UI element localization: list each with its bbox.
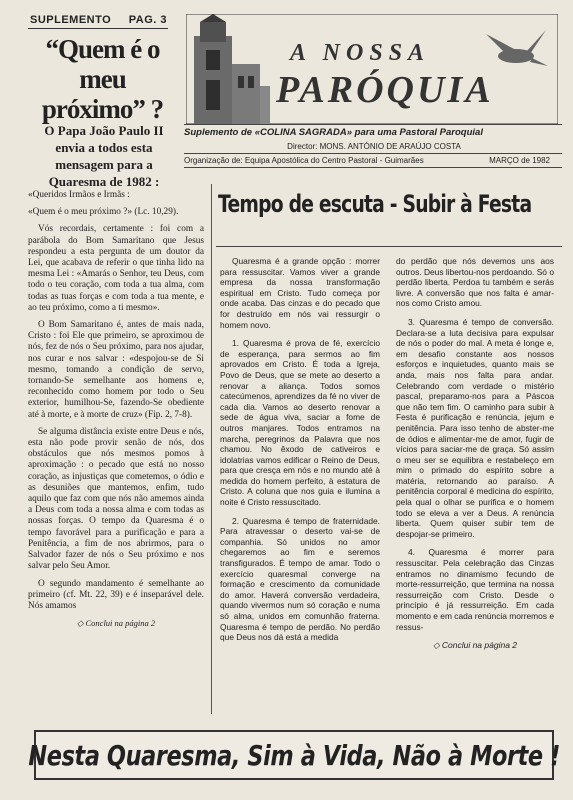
left-article-subtitle: O Papa João Paulo II envia a todos esta mensagem para a Quaresma de 1982 : [44, 123, 164, 189]
diamond-icon: ◇ [76, 618, 86, 629]
continuation-note: ◇ Conclui na página 2 [76, 618, 156, 629]
masthead-organization: Organização de: Equipa Apostólica do Centro Pastoral - Guimarães [184, 156, 424, 165]
paragraph: «Queridos Irmãos e Irmãs : [28, 190, 130, 200]
paragraph: 2. Quaresma é tempo de fraternidade. Para atravessar o deserto vai-se de companhia. Só unidos no amor chegaremos ao fim e seremos transfigurados. É tempo de amar. Todo o exercício quaresmal converge na formação e crescimento da comunidade do amor. Haverá conversão verdadeira, quando vivermos num só coração e numa só alma, unidos em comunhão fraterna. Quaresma é tempo de perdão. No perdão que Deus nos dá está a medida [220, 515, 380, 643]
diamond-icon: ◇ [432, 640, 442, 651]
paragraph: Se alguma distância existe entre Deus e nós, esta não pode provir senão de nós, dos obstáculos que nós mesmos pomos à aproximação : o pecado que está no nosso coração, as injustiças que cometemos, o ódio e as desuniões que mantemos, enfim, tudo aquilo que faz com que nós não amemos ainda a Deus com toda a nossa alma e com todas as nossas forças. O tempo da Quaresma é o tempo favorável para a purificação e para a Penitência, a fim de nos abrirmos, para o Salvador fazer de nós o Seu próximo e nos salvar pelo Seu Amor. [28, 426, 204, 572]
article-column-right [396, 256, 554, 651]
column-separator [211, 184, 212, 714]
masthead-rule-bottom [184, 167, 562, 168]
paragraph: 3. Quaresma é tempo de conversão. Declara-se a luta decisiva para expulsar de nós o poder do mal. A meta é longe e, em desafio constante aos nossos esforços e inquietudes, quanto mais se anda, mais nos falta para andar. Celebrando com verdade o mistério pascal, preparamo-nos para a Páscoa que não tem fim. O caminho para subir à Festa é purificação e renúncia, jejum e penitência. Para isso tenho de abster-me de ódios e alimentar-me de amor, fugir de vícios para saciar-me de graça. Só assim o meu ser se equilibra e restabeleço em mim o primado do espírito sobre a matéria, retornando ao paraíso. A penitência corporal é medicina do espírito, pela qual o olhar se purifica e o homem todo se eleva a ver a Deus. A renúncia liberta. Quem quiser subir tem de despojar-se primeiro. [396, 316, 554, 539]
issue-date: MARÇO de 1982 [489, 156, 550, 165]
paragraph: 4. Quaresma é morrer para ressuscitar. Pela celebração das Cinzas entramos no dinamismo fecundo de morte-ressurreição, que termina na nossa ressurreição com Cristo. Desde o princípio é já ressurreição. Em cada momento e em cada renúncia morremos e ressus- [396, 547, 554, 632]
section-label: SUPLEMENTO [30, 14, 112, 26]
dove-icon [486, 30, 548, 66]
masthead-title-top: A NOSSA [290, 40, 431, 66]
masthead-rule-top [184, 124, 562, 125]
paragraph: 1. Quaresma é prova de fé, exercício de esperança, para sermos ao fim aprovados em Cristo. É toda a Igreja, Povo de Deus, que se mete ao deserto a renovar a aliança. Todos somos catecúmenos, aprendizes da fé no viver de cada dia. Vamos ao deserto renovar a sede de água viva, saciar a fome de outros manjares. Todos entramos na marcha, peregrinos da Palavra que nos chamou. No êxodo de cativeiros e idolatrias vamos edificar o Reino de Deus, para que cresça em nós e no mundo até à medida do homem perfeito, à estatura de Cristo. A coluna que nos guia e ilumina a noite é Cristo ressuscitado. [220, 338, 380, 508]
header-rule [28, 28, 168, 29]
masthead-org-line [184, 156, 564, 165]
paragraph: Vós recordais, certamente : foi com a parábola do Bom Samaritano que Jesus respondeu a esta pergunta de um doutor da Lei, que acabava de referir o que tinha lido na mesma Lei : «Amarás o Senhor, teu Deus, com todo o teu coração, com toda a tua alma, com todas as tuas forças e com toda a tua mente, e ao teu próximo, como a ti mesmo». [28, 224, 204, 313]
left-article-body [28, 190, 204, 629]
supplement-header [30, 14, 167, 26]
paragraph: Quaresma é a grande opção : morrer para ressuscitar. Vamos viver a grande empresa da nossa transformação espiritual em Cristo. Tudo começa por onde acaba. Das cinzas e do pecado que for destruído em nós vai ressurgir o homem novo. [220, 256, 380, 330]
masthead-title-bottom: PARÓQUIA [276, 69, 494, 111]
page-number: PAG. 3 [128, 14, 168, 26]
footer-slogan: Nesta Quaresma, Sim à Vida, Não à Morte ! [28, 738, 560, 772]
masthead-tagline: Suplemento de «COLINA SAGRADA» para uma Pastoral Paroquial [184, 127, 483, 138]
church-tower-image [194, 14, 270, 124]
paragraph: «Quem é o meu próximo ?» (Lc. 10,29). [28, 207, 179, 218]
masthead-director: Director: MONS. ANTÓNIO DE ARAÚJO COSTA [287, 142, 461, 151]
continuation-note: ◇ Conclui na página 2 [432, 640, 518, 651]
paragraph: do perdão que nós devemos uns aos outros. Deus libertou-nos perdoando. Só o perdão liberta. Perdoa tu também e serás livre. A conversão que nos falta é amar-nos como Cristo amou. [396, 256, 554, 309]
left-article-title: “Quem é o meu próximo” ? [41, 34, 164, 124]
article-column-middle [220, 256, 380, 651]
paragraph: O segundo mandamento é semelhante ao primeiro (cf. Mt. 22, 39) e é inseparável dele. Nós amamos [28, 578, 204, 611]
title-rule [216, 246, 562, 247]
footer-slogan-box [28, 730, 560, 780]
masthead-rule-mid [184, 153, 562, 154]
article-title: Tempo de escuta - Subir à Festa [218, 190, 532, 218]
paragraph: O Bom Samaritano é, antes de mais nada, Cristo : foi Ele que primeiro, se aproximou de nós, fez de nós o Seu próximo, para nos ajudar, nos curar e nos salvar : «despojou-se de Si mesmo, tomando a condição de servo, tornando-Se semelhante aos homens e, reconhecido como homem por todo o Seu exterior, humilhou-Se, fazendo-Se obediente até à morte, e à morte de cruz» (Fip. 2, 7-8). [28, 320, 204, 420]
